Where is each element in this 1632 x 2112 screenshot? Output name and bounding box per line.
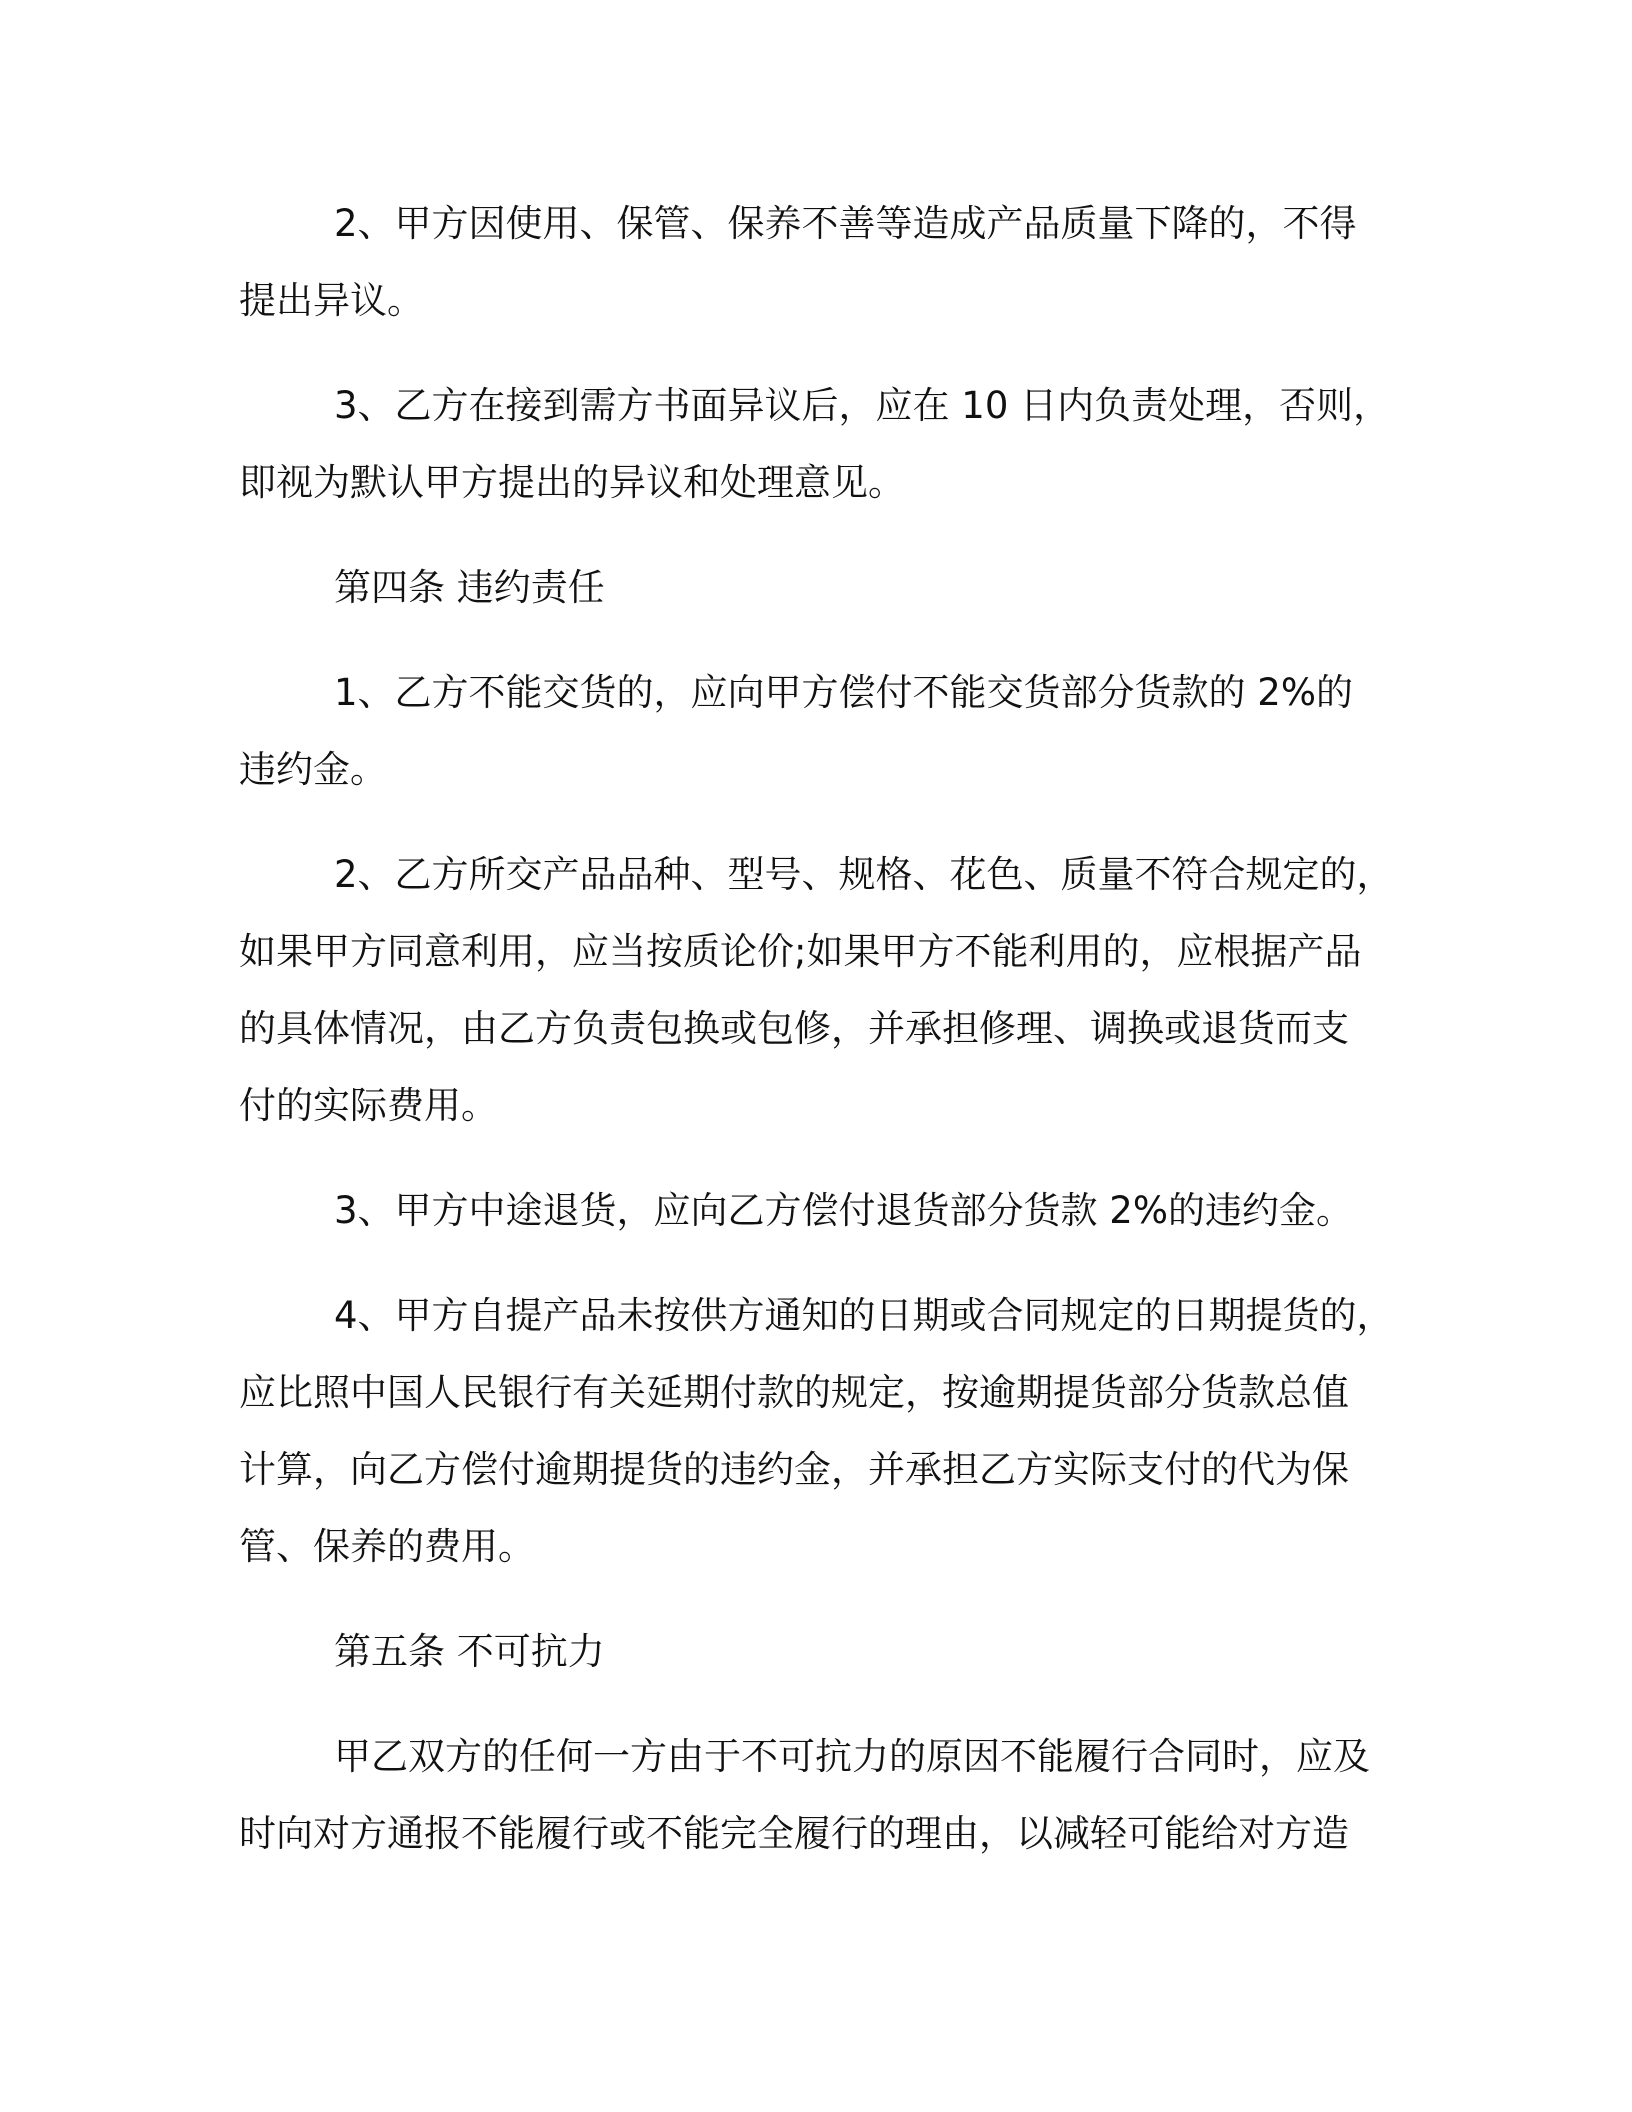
text-line: 3、乙方在接到需方书面异议后，应在 10 日内负责处理，否则， [334,384,1391,427]
heading-text: 第五条 不可抗力 [334,1630,605,1673]
document-body [239,185,1399,1900]
text-line: 付的实际费用。 [239,1084,498,1127]
text-line: 如果甲方同意利用，应当按质论价;如果甲方不能利用的，应根据产品 [239,930,1362,973]
paragraph-no-delivery [239,654,1399,808]
text-line: 甲乙双方的任何一方由于不可抗力的原因不能履行合同时，应及 [334,1735,1370,1778]
section-heading-article-4 [239,549,1399,626]
heading-text: 第四条 违约责任 [334,566,605,609]
text-line: 即视为默认甲方提出的异议和处理意见。 [239,461,905,504]
text-line: 4、甲方自提产品未按供方通知的日期或合同规定的日期提货的， [334,1294,1394,1337]
paragraph-nonconforming-products [239,836,1399,1144]
paragraph-quality-decline [239,185,1399,339]
text-line: 2、甲方因使用、保管、保养不善等造成产品质量下降的，不得 [334,202,1357,245]
text-line: 违约金。 [239,748,387,791]
text-line: 的具体情况，由乙方负责包换或包修，并承担修理、调换或退货而支 [239,1007,1349,1050]
text-line: 计算，向乙方偿付逾期提货的违约金，并承担乙方实际支付的代为保 [239,1448,1349,1491]
text-line: 3、甲方中途退货，应向乙方偿付退货部分货款 2%的违约金。 [334,1189,1353,1232]
text-line: 管、保养的费用。 [239,1525,535,1568]
text-line: 应比照中国人民银行有关延期付款的规定，按逾期提货部分货款总值 [239,1371,1349,1414]
text-line: 提出异议。 [239,279,424,322]
section-heading-article-5 [239,1613,1399,1690]
text-line: 时向对方通报不能履行或不能完全履行的理由，以减轻可能给对方造 [239,1812,1349,1855]
paragraph-midway-return [239,1172,1399,1249]
paragraph-force-majeure [239,1718,1399,1872]
paragraph-objection-handling [239,367,1399,521]
text-line: 2、乙方所交产品品种、型号、规格、花色、质量不符合规定的， [334,853,1394,896]
text-line: 1、乙方不能交货的，应向甲方偿付不能交货部分货款的 2%的 [334,671,1353,714]
paragraph-overdue-pickup [239,1277,1399,1585]
